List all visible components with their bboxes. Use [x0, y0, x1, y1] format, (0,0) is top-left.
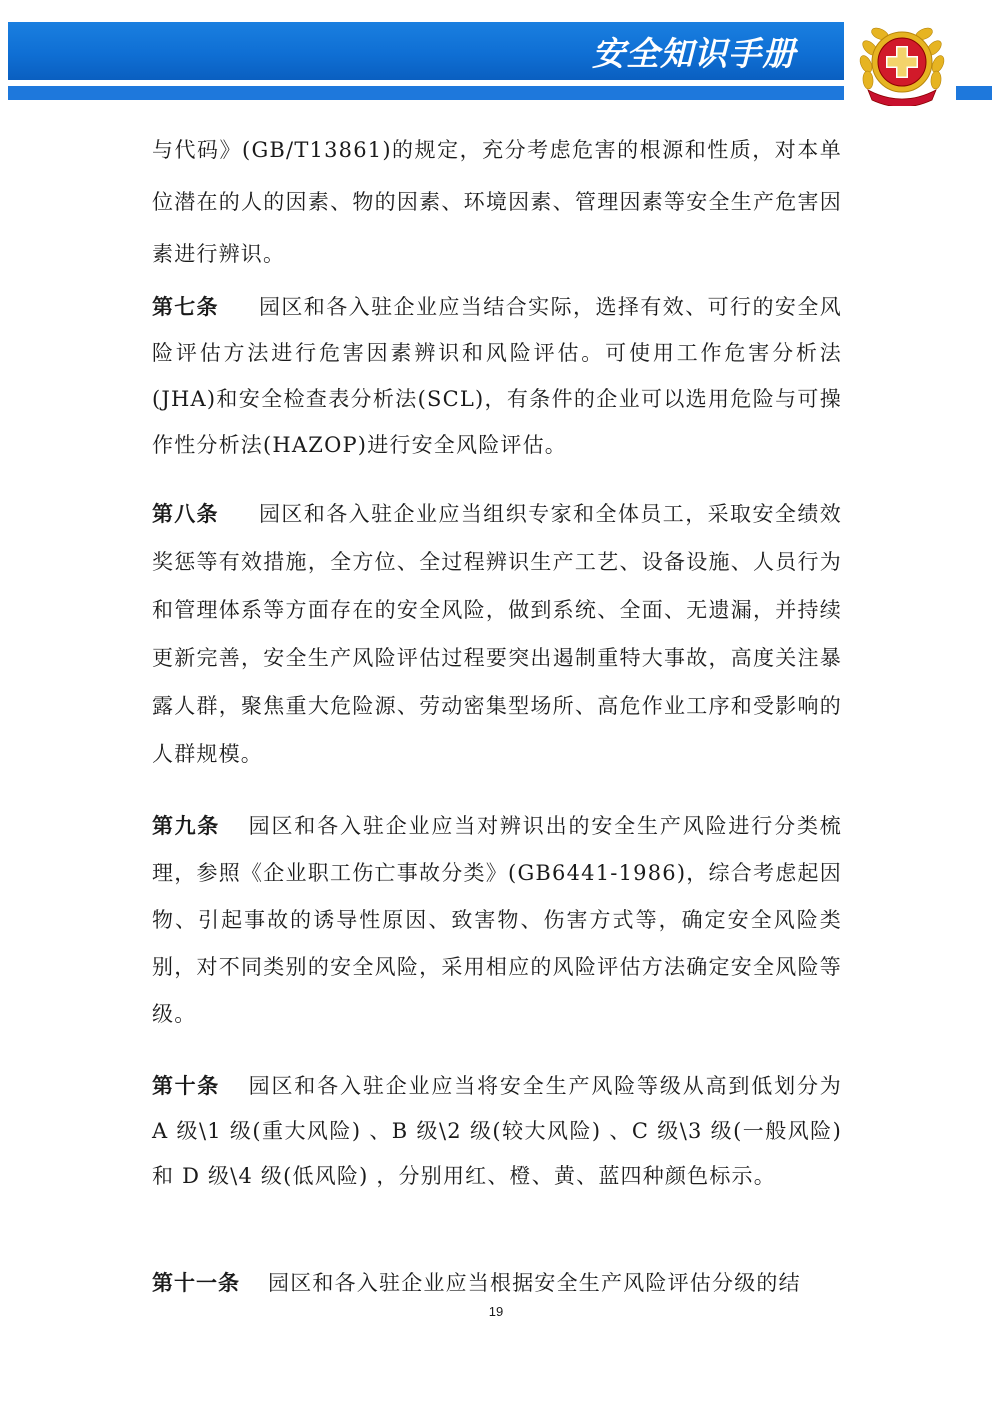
paragraph-continuation: [152, 124, 842, 280]
paragraph-text: 园区和各入驻企业应当将安全生产风险等级从高到低划分为 A 级\1 级(重大风险) 、B 级\2 级(较大风险) 、C 级\3 级(一般风险)和 D 级\4 级(低风险) ，分别用红、橙、黄、蓝四种颜色标示。: [152, 1074, 843, 1188]
handbook-title: 安全知识手册: [592, 34, 796, 73]
page-number: 19: [488, 1304, 504, 1319]
safety-emblem-icon: [854, 16, 950, 106]
article-heading: 第七条: [152, 294, 219, 319]
article-heading: 第九条: [152, 813, 220, 838]
article-heading: 第十条: [152, 1073, 220, 1098]
header-banner-bar: [8, 22, 844, 80]
article-10: [152, 1063, 842, 1199]
article-9: [152, 802, 842, 1038]
article-7: [152, 284, 842, 468]
article-heading: 第十一条: [152, 1270, 240, 1295]
article-heading: 第八条: [152, 501, 219, 526]
paragraph-text: 与代码》(GB/T13861)的规定，充分考虑危害的根源和性质，对本单位潜在的人的因素、物的因素、环境因素、管理因素等安全生产危害因素进行辨识。: [152, 138, 842, 266]
paragraph-text: 园区和各入驻企业应当组织专家和全体员工，采取安全绩效奖惩等有效措施，全方位、全过程辨识生产工艺、设备设施、人员行为和管理体系等方面存在的安全风险，做到系统、全面、无遗漏，并持续更新完善，安全生产风险评估过程要突出遏制重特大事故，高度关注暴露人群，聚焦重大危险源、劳动密集型场所、高危作业工序和受影响的人群规模。: [152, 502, 842, 766]
article-8: [152, 490, 842, 778]
paragraph-text: 园区和各入驻企业应当对辨识出的安全生产风险进行分类梳理，参照《企业职工伤亡事故分类》(GB6441-1986)，综合考虑起因物、引起事故的诱导性原因、致害物、伤害方式等，确定安全风险类别，对不同类别的安全风险，采用相应的风险评估方法确定安全风险等级。: [152, 814, 843, 1026]
header-banner: [8, 22, 844, 100]
article-11: [152, 1260, 842, 1306]
paragraph-text: 园区和各入驻企业应当结合实际，选择有效、可行的安全风险评估方法进行危害因素辨识和风险评估。可使用工作危害分析法(JHA)和安全检查表分析法(SCL)，有条件的企业可以选用危险与可操作性分析法(HAZOP)进行安全风险评估。: [152, 295, 842, 457]
header-underline-right: [956, 86, 992, 100]
header-underline: [8, 86, 844, 100]
paragraph-text: 园区和各入驻企业应当根据安全生产风险评估分级的结: [268, 1271, 801, 1295]
